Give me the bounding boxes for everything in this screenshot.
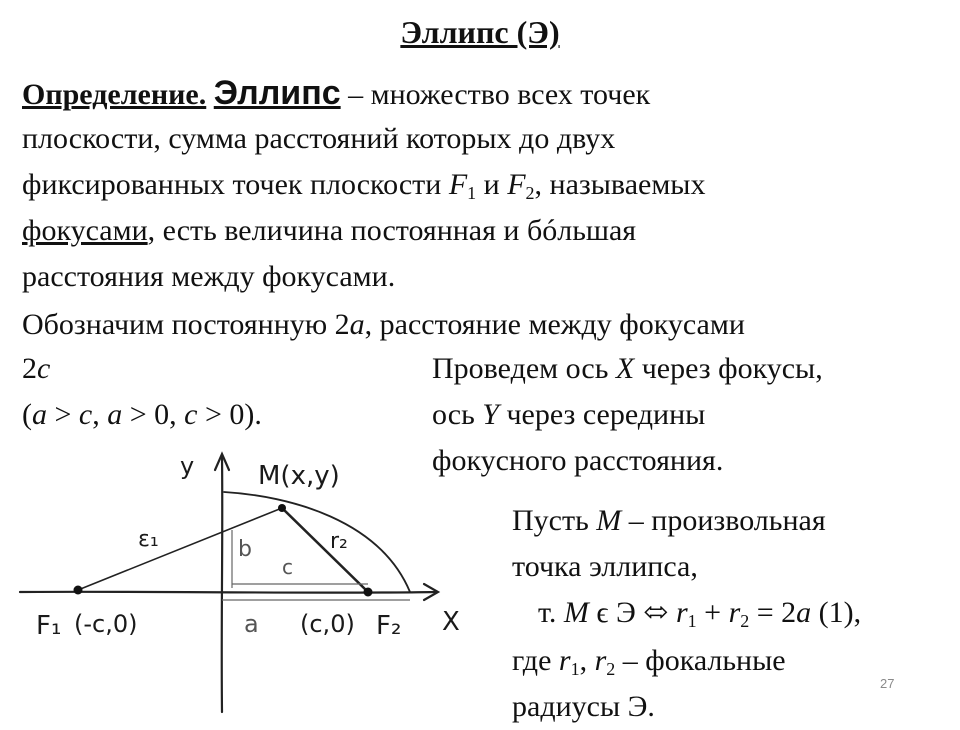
definition-text: , называемых: [534, 168, 706, 201]
subscript: 1: [570, 659, 580, 679]
operator: = 2: [749, 596, 797, 629]
subscript: 2: [525, 183, 535, 203]
subscript: 1: [467, 183, 477, 203]
r2-segment: [282, 508, 368, 592]
axis-text: ось: [432, 398, 483, 431]
r1-label: ε₁: [138, 527, 159, 552]
separator: ,: [92, 398, 108, 431]
var-r: r: [594, 644, 607, 677]
point-text: где: [512, 644, 559, 677]
definition-text: , есть величина постоянная и бóльшая: [147, 214, 637, 247]
var-r: r: [728, 596, 741, 629]
notation-text: Обозначим постоянную 2: [22, 308, 350, 341]
var-y: Y: [482, 398, 499, 431]
notation-text: 2: [22, 352, 37, 385]
var-a: a: [349, 308, 365, 341]
f1-coordinates: (-c,0): [74, 610, 138, 638]
r2-label: r₂: [330, 529, 348, 554]
var-c: c: [78, 398, 93, 431]
definition-text: и: [476, 168, 508, 201]
point-text: – фокальные: [615, 644, 786, 677]
operator: > 0).: [197, 398, 262, 431]
axis-line-3: фокусного расстояния.: [432, 444, 724, 477]
definition-heading: Определение.: [22, 78, 207, 111]
subscript: 2: [606, 659, 616, 679]
axis-text: Проведем ось: [432, 352, 616, 385]
point-text: – произвольная: [621, 504, 826, 537]
foci-term: фокусами: [22, 214, 148, 247]
b-label: b: [238, 537, 252, 562]
x-axis-label: X: [442, 607, 460, 637]
operator: +: [696, 596, 729, 629]
var-a: a: [796, 596, 812, 629]
paren: (: [22, 398, 32, 431]
definition-line-5: расстояния между фокусами.: [22, 260, 396, 293]
c-label: c: [282, 555, 293, 579]
point-m-dot: [278, 504, 286, 512]
var-a: a: [107, 398, 123, 431]
definition-text: фиксированных точек плоскости: [22, 168, 449, 201]
separator: ,: [579, 644, 595, 677]
page-number: 27: [880, 676, 895, 691]
subscript: 2: [740, 611, 750, 631]
axis-text: через фокусы,: [634, 352, 823, 385]
operator: > 0,: [122, 398, 185, 431]
focus-symbol: F: [507, 168, 526, 201]
notation-text: , расстояние между фокусами: [364, 308, 745, 341]
point-line-5: радиусы Э.: [512, 690, 655, 723]
f1-label: F₁: [36, 611, 62, 641]
f2-label: F₂: [376, 611, 402, 641]
focus-symbol: F: [448, 168, 468, 201]
var-r: r: [675, 596, 688, 629]
focus-f2-dot: [364, 588, 373, 597]
var-m: M: [596, 504, 622, 537]
point-text: Пусть: [512, 504, 597, 537]
var-c: c: [184, 398, 198, 431]
definition-text: – множество всех точек: [340, 78, 651, 111]
axis-text: через середины: [498, 398, 706, 431]
point-line-2: точка эллипса,: [512, 550, 698, 583]
subscript: 1: [687, 611, 697, 631]
a-label: a: [244, 610, 259, 638]
var-r: r: [558, 644, 571, 677]
var-m: M: [563, 596, 589, 629]
operator: >: [47, 398, 79, 431]
var-x: X: [615, 352, 635, 385]
x-axis-line: [20, 592, 436, 593]
focus-f1-dot: [74, 586, 83, 595]
equivalence: ϵ Э ⬄: [588, 596, 676, 629]
point-text: т.: [538, 596, 564, 629]
f2-coordinates: (c,0): [300, 610, 355, 638]
y-axis-label: y: [180, 452, 195, 480]
slide-title: Эллипс (Э): [400, 14, 560, 50]
definition-line-2: плоскости, сумма расстояний которых до двух: [22, 122, 616, 155]
definition-term: Эллипс: [213, 74, 341, 112]
var-a: a: [32, 398, 47, 431]
point-m-label: M(x,y): [258, 461, 340, 491]
y-axis-line: [222, 456, 223, 712]
var-c: c: [37, 352, 51, 385]
equation-number: (1),: [811, 596, 862, 629]
